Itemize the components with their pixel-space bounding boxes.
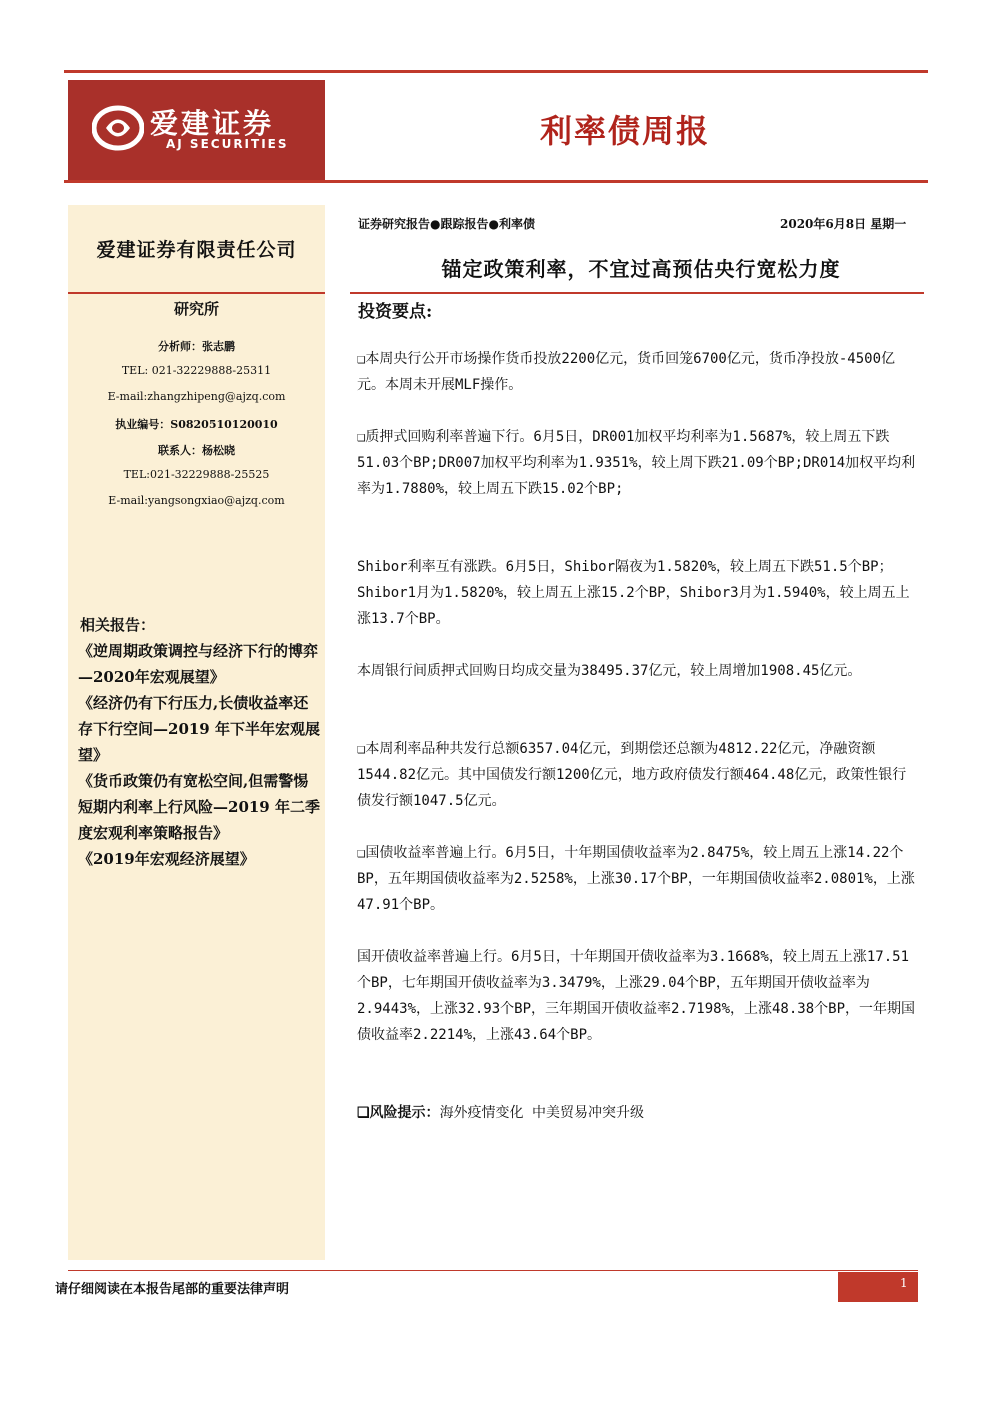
paragraph: ❑本周利率品种共发行总额6357.04亿元，到期偿还总额为4812.22亿元，净融资额1544.82亿元。其中国债发行额1200亿元，地方政府债发行额464.48亿元，政策性银行债发行额1047.5亿元。 — [357, 741, 907, 809]
related-report-item[interactable]: 《货币政策仍有宽松空间,但需警惕短期内利率上行风险—2019 年二季度宏观利率策略报告》 — [78, 772, 320, 842]
related-report-item[interactable]: 《逆周期政策调控与经济下行的博弈—2020年宏观展望》 — [78, 642, 319, 686]
paragraph: Shibor利率互有涨跌。6月5日，Shibor隔夜为1.5820%，较上周五下跌51.5个BP；Shibor1月为1.5820%，较上周五上涨15.2个BP，Shibor3月为1.5940%，较上周五上涨13.7个BP。 — [357, 559, 910, 627]
report-category: 证券研究报告●跟踪报告●利率债 — [358, 217, 535, 231]
risk-warning — [357, 1100, 917, 1126]
headline-rule — [350, 292, 924, 294]
section-title: 投资要点: — [358, 302, 433, 322]
sidebar-divider — [68, 292, 325, 294]
report-headline: 锚定政策利率，不宜过高预估央行宽松力度 — [441, 257, 841, 281]
paragraph: 国开债收益率普遍上行。6月5日，十年期国开债收益率为3.1668%，较上周五上涨17.51个BP，七年期国开债收益率为3.3479%，上涨29.04个BP，五年期国开债收益率为2.9443%，上涨32.93个BP，三年期国开债收益率2.7198%，上涨48.38个BP，一年期国债收益率2.2214%，上涨43.64个BP。 — [357, 949, 916, 1043]
analyst-name: 分析师：张志鹏 — [158, 340, 235, 353]
contact-email[interactable]: E-mail:yangsongxiao@ajzq.com — [108, 494, 285, 507]
analyst-tel: TEL: 021-32229888-25311 — [121, 364, 272, 377]
report-type-title: 利率债周报 — [540, 112, 711, 150]
paragraph: 本周银行间质押式回购日均成交量为38495.37亿元，较上周增加1908.45亿元。 — [357, 663, 862, 679]
header-bottom-rule — [64, 180, 928, 183]
related-report-item[interactable]: 《2019年宏观经济展望》 — [78, 850, 255, 868]
report-date: 2020年6月8日 星期一 — [780, 217, 907, 231]
risk-label: ❑风险提示： — [357, 1105, 440, 1121]
footer-disclaimer: 请仔细阅读在本报告尾部的重要法律声明 — [55, 1282, 290, 1297]
license-number: 执业编号：S0820510120010 — [115, 418, 278, 431]
risk-text: 海外疫情变化 中美贸易冲突升级 — [439, 1105, 644, 1121]
paragraph: ❑质押式回购利率普遍下行。6月5日，DR001加权平均利率为1.5687%，较上周五下跌51.03个BP;DR007加权平均利率为1.9351%，较上周下跌21.09个BP;DR014加权平均利率为1.7880%，较上周五下跌15.02个BP; — [357, 429, 916, 497]
logo-icon — [92, 105, 144, 151]
logo-text-en: AJ SECURITIES — [166, 137, 289, 151]
page-number: 1 — [900, 1276, 908, 1290]
institute-name: 研究所 — [173, 300, 219, 318]
analyst-email[interactable]: E-mail:zhangzhipeng@ajzq.com — [107, 390, 286, 403]
contact-tel: TEL:021-32229888-25525 — [123, 468, 270, 481]
contact-name: 联系人：杨松晓 — [158, 444, 235, 457]
header-top-rule — [64, 70, 928, 73]
related-reports-list — [78, 638, 323, 872]
footer-rule — [68, 1270, 918, 1271]
paragraph: ❑本周央行公开市场操作货币投放2200亿元，货币回笼6700亿元，货币净投放-4500亿元。本周未开展MLF操作。 — [357, 351, 896, 393]
logo-text-cn: 爱建证券 — [150, 107, 275, 140]
related-reports-title: 相关报告： — [80, 616, 156, 634]
company-name: 爱建证券有限责任公司 — [96, 239, 297, 261]
paragraph: ❑国债收益率普遍上行。6月5日，十年期国债收益率为2.8475%，较上周五上涨14.22个BP，五年期国债收益率为2.5258%，上涨30.17个BP，一年期国债收益率2.0801%，上涨47.91个BP。 — [357, 845, 915, 913]
related-report-item[interactable]: 《经济仍有下行压力,长债收益率还存下行空间—2019 年下半年宏观展望》 — [78, 694, 320, 764]
